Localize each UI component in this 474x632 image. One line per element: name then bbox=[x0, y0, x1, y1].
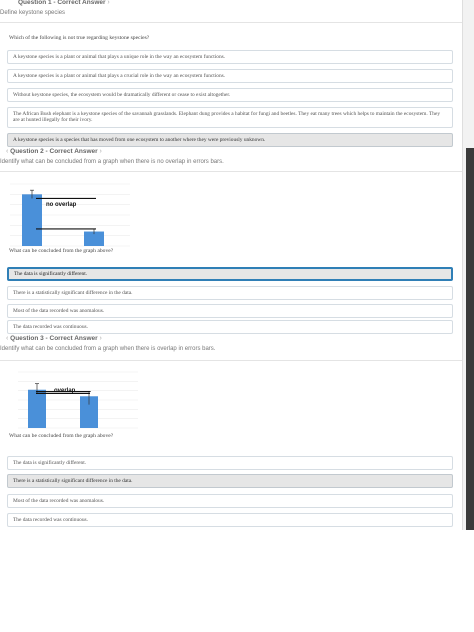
q1-header: Question 1 - Correct Answer › bbox=[18, 0, 110, 6]
q3-question: What can be concluded from the graph above? bbox=[9, 433, 114, 439]
q2-subtitle: Identify what can be concluded from a graph when there is no overlap in errors bars. bbox=[0, 159, 224, 165]
divider bbox=[0, 22, 462, 23]
chevron-left-icon[interactable]: ‹ bbox=[6, 148, 9, 155]
divider bbox=[0, 171, 462, 172]
q1-option-2[interactable]: A keystone species is a plant or animal that plays a crucial role in the way an ecosystem functions. bbox=[7, 69, 453, 83]
chart-overlap bbox=[18, 368, 138, 430]
q2-question: What can be concluded from the graph above? bbox=[9, 248, 114, 254]
chart-no-overlap bbox=[10, 180, 130, 248]
chevron-right-icon[interactable]: › bbox=[99, 148, 102, 155]
q3-header: ‹ Question 3 - Correct Answer › bbox=[6, 335, 102, 342]
q3-option-4[interactable]: The data recorded was continuous. bbox=[7, 513, 453, 527]
q2-header: ‹ Question 2 - Correct Answer › bbox=[6, 148, 102, 155]
q3-option-3[interactable]: Most of the data recorded was anomalous. bbox=[7, 494, 453, 508]
q1-option-1[interactable]: A keystone species is a plant or animal that plays a unique role in the way an ecosystem functions. bbox=[7, 50, 453, 64]
q2-option-3[interactable]: Most of the data recorded was anomalous. bbox=[7, 304, 453, 318]
annotation-label: no overlap bbox=[46, 202, 77, 208]
q2-option-4[interactable]: The data recorded was continuous. bbox=[7, 320, 453, 334]
scrollbar-thumb[interactable] bbox=[466, 148, 474, 530]
q1-option-5[interactable]: A keystone species is a species that has moved from one ecosystem to another where they were previously unknown. bbox=[7, 133, 453, 147]
annotation-label: overlap bbox=[54, 388, 76, 394]
q3-subtitle: Identify what can be concluded from a graph when there is overlap in errors bars. bbox=[0, 346, 216, 352]
bar bbox=[28, 390, 46, 428]
chevron-right-icon[interactable]: › bbox=[99, 335, 102, 342]
q1-question: Which of the following is not true regarding keystone species? bbox=[9, 35, 150, 41]
q2-option-1[interactable]: The data is significantly different. bbox=[7, 267, 453, 281]
q1-option-3[interactable]: Without keystone species, the ecosystem would be dramatically different or cease to exist altogether. bbox=[7, 88, 453, 102]
chevron-right-icon[interactable]: › bbox=[107, 0, 110, 6]
q3-option-1[interactable]: The data is significantly different. bbox=[7, 456, 453, 470]
chevron-left-icon[interactable]: ‹ bbox=[6, 335, 9, 342]
q1-subtitle: Define keystone species bbox=[0, 10, 66, 16]
bar bbox=[22, 194, 42, 246]
q1-option-4[interactable]: The African Bush elephant is a keystone species of the savannah grasslands. Elephant dung provides a habitat for fungi and beetles. They eat many trees which helps to maintain the ecosystem. They are at hunted illegally for their ivory. bbox=[7, 107, 453, 128]
q2-option-2[interactable]: There is a statistically significant difference in the data. bbox=[7, 286, 453, 300]
divider bbox=[0, 360, 462, 361]
q3-option-2[interactable]: There is a statistically significant difference in the data. bbox=[7, 474, 453, 488]
